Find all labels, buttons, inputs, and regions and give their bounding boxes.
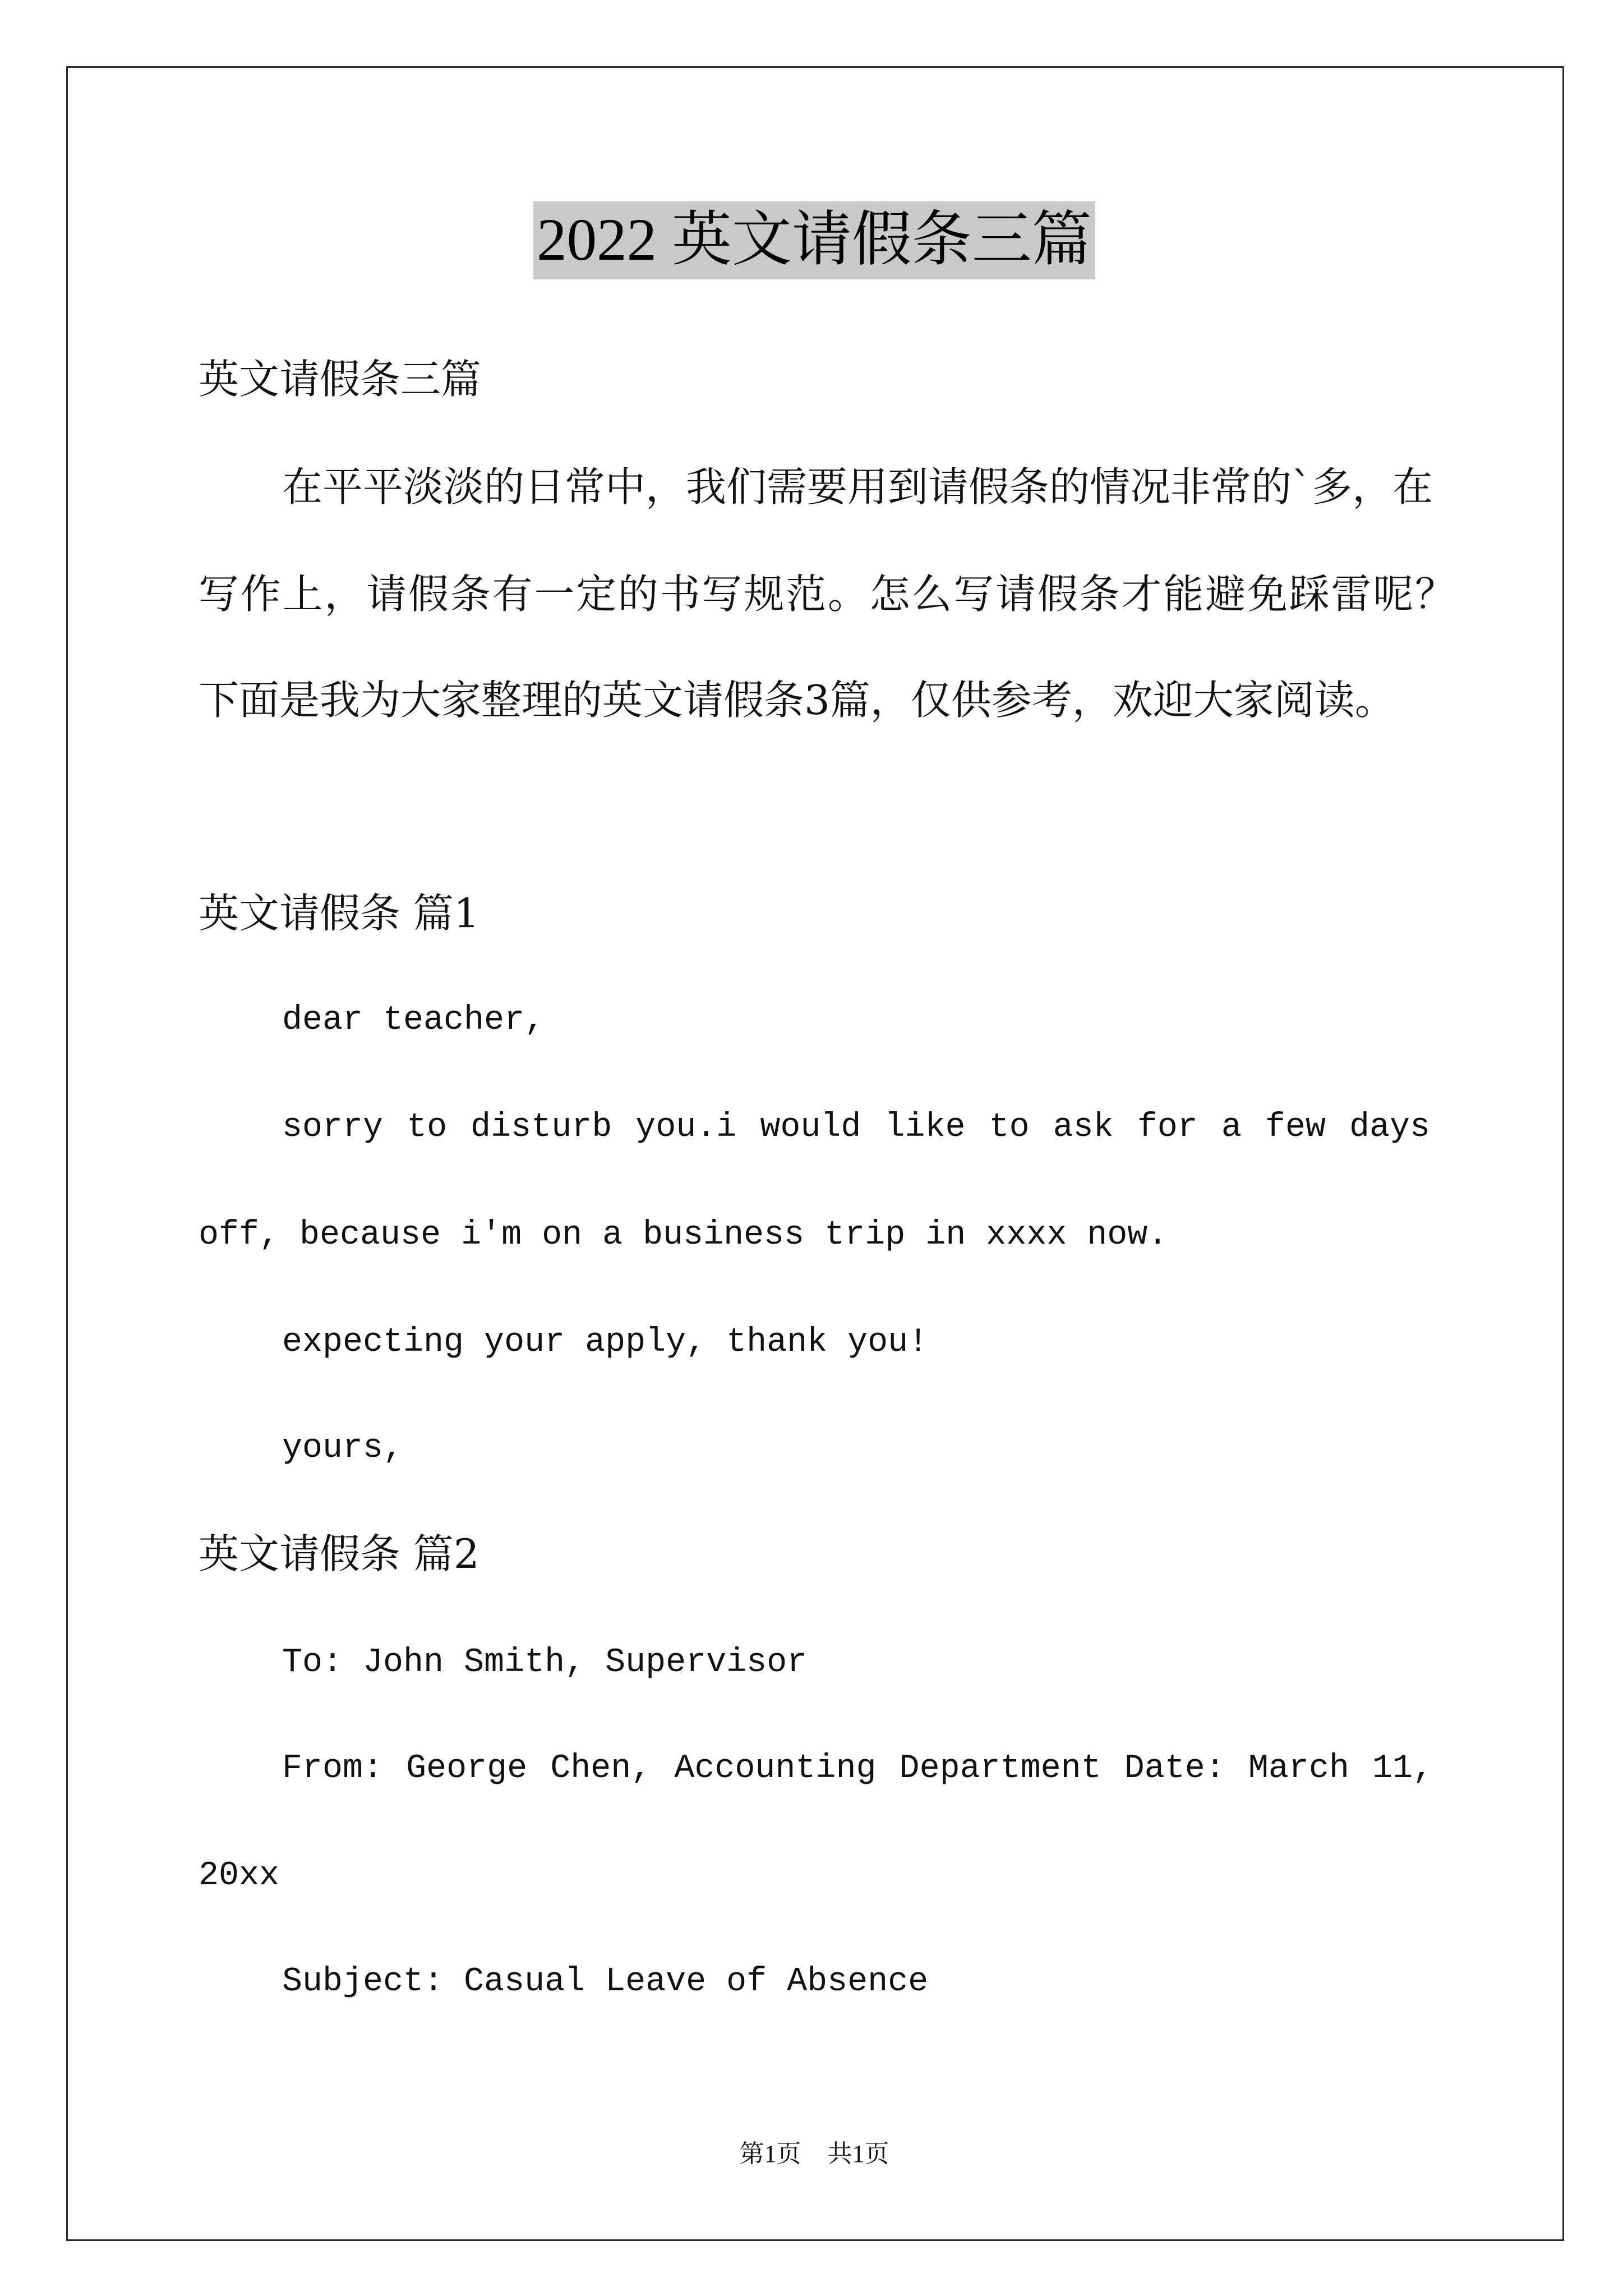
section-1-heading: 英文请假条 篇1 (199, 890, 479, 937)
memo-subject-line: Subject: Casual Leave of Absence (282, 1963, 929, 2001)
letter-1-body-line: off, because i'm on a business trip in xxxx now. (199, 1216, 1168, 1254)
intro-line: 在平平淡淡的日常中，我们需要用到请假条的情况非常的`多，在 (282, 463, 1433, 510)
letter-1-closing-line: expecting your apply, thank you! (282, 1323, 929, 1361)
letter-1-body-line: sorry to disturb you.i would like to ask for a few days (282, 1108, 1430, 1147)
letter-1-signoff: yours, (282, 1429, 404, 1467)
footer-page-number: 第1页 (739, 2140, 801, 2168)
memo-to-line: To: John Smith, Supervisor (282, 1644, 808, 1682)
letter-1-salutation: dear teacher, (282, 1001, 545, 1039)
footer-total-pages: 共1页 (827, 2140, 889, 2168)
section-2-heading: 英文请假条 篇2 (199, 1530, 479, 1577)
intro-line: 写作上，请假条有一定的书写规范。怎么写请假条才能避免踩雷呢？ (199, 570, 1455, 618)
document-title: 2022 英文请假条三篇 (537, 207, 1092, 273)
memo-from-line: From: George Chen, Accounting Department Date: March 11, (282, 1750, 1433, 1788)
page-footer (674, 2137, 955, 2171)
document-subtitle: 英文请假条三篇 (199, 356, 482, 403)
title-highlight (533, 201, 1095, 279)
intro-line: 下面是我为大家整理的英文请假条3篇，仅供参考，欢迎大家阅读。 (199, 677, 1395, 724)
memo-date-continuation: 20xx (199, 1857, 280, 1895)
